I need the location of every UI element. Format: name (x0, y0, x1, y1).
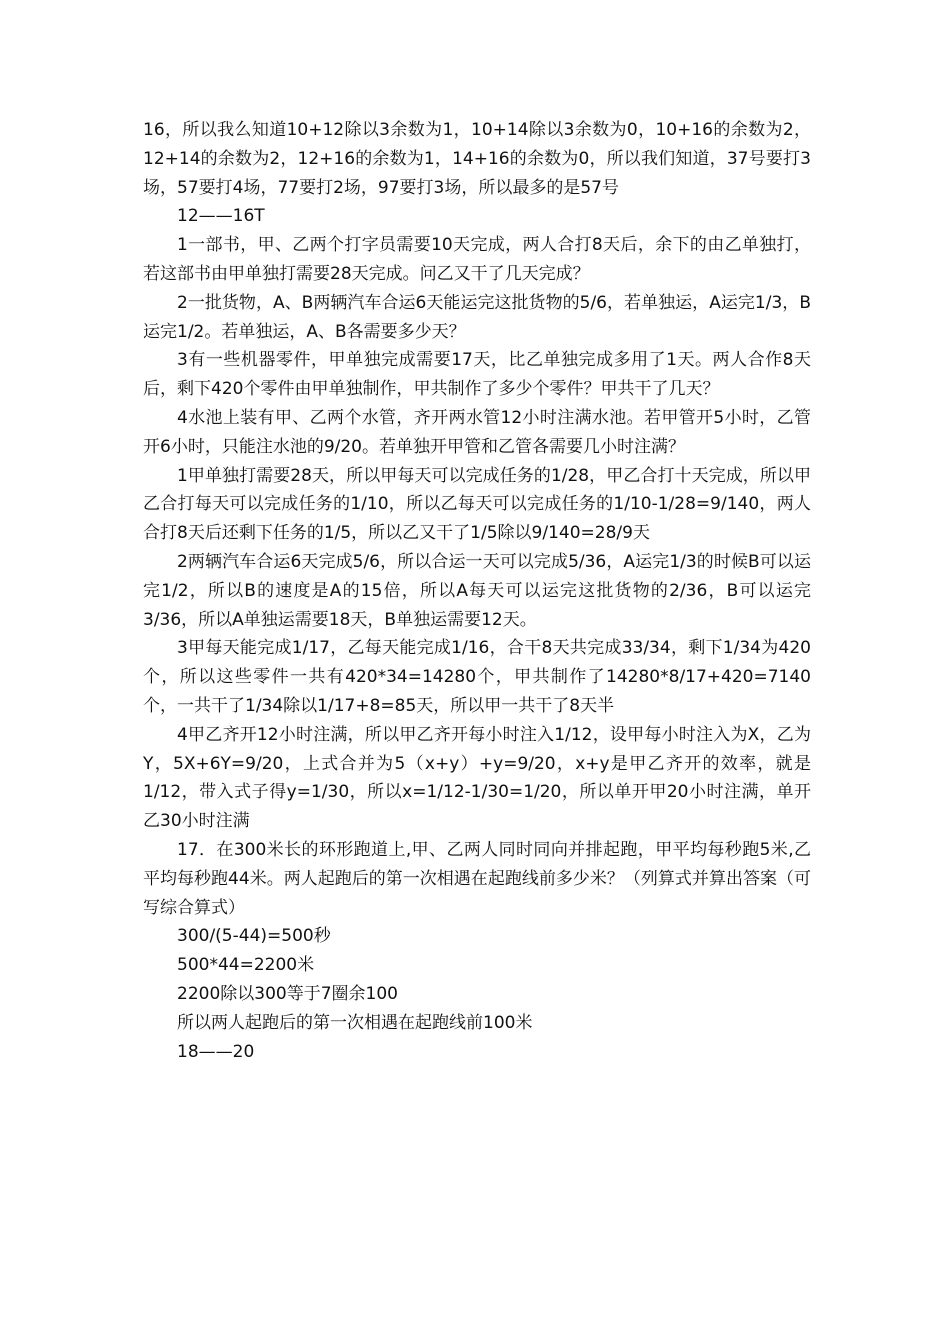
paragraph-12: 300/(5-44)=500秒 (177, 926, 331, 947)
paragraph-4: 2一批货物，A、B两辆汽车合运6天能运完这批货物的5/6，若单独运，A运完1/3，B运完1/2。若单独运，A、B各需要多少天？ (143, 292, 811, 342)
paragraph-9: 3甲每天能完成1/17，乙每天能完成1/16，合干8天共完成33/34，剩下1/34为420个，所以这些零件一共有420*34=14280个，甲共制作了14280*8/17+420=7140个，一共干了1/34除以1/17+8=85天，所以甲一共干了8天半 (143, 638, 811, 716)
paragraph-2: 12——16T (177, 206, 265, 227)
paragraph-13: 500*44=2200米 (177, 955, 315, 976)
paragraph-14: 2200除以300等于7圈余100 (177, 983, 398, 1004)
paragraph-15: 所以两人起跑后的第一次相遇在起跑线前100米 (177, 1012, 533, 1033)
paragraph-3: 1一部书，甲、乙两个打字员需要10天完成，两人合打8天后，余下的由乙单独打，若这部书由甲单独打需要28天完成。问乙又干了几天完成？ (143, 235, 811, 284)
paragraph-11: 17．在300米长的环形跑道上,甲、乙两人同时同向并排起跑，甲平均每秒跑5米,乙平均每秒跑44米。两人起跑后的第一次相遇在起跑线前多少米？（列算式并算出答案（可写综合算式） (143, 839, 811, 918)
paragraph-5: 3有一些机器零件，甲单独完成需要17天，比乙单独完成多用了1天。两人合作8天后，剩下420个零件由甲单独制作，甲共制作了多少个零件？甲共干了几天？ (143, 350, 811, 400)
paragraph-8: 2两辆汽车合运6天完成5/6，所以合运一天可以完成5/36，A运完1/3的时候B可以运完1/2，所以B的速度是A的15倍，所以A每天可以运完这批货物的2/36，B可以运完3/36，所以A单独运需要18天，B单独运需要12天。 (143, 551, 811, 630)
paragraph-16: 18——20 (177, 1041, 255, 1062)
paragraph-10: 4甲乙齐开12小时注满，所以甲乙齐开每小时注入1/12，设甲每小时注入为X，乙为Y，5X+6Y=9/20，上式合并为5（x+y）+y=9/20，x+y是甲乙齐开的效率，就是1/12，带入式子得y=1/30，所以x=1/12-1/30=1/20，所以单开甲20小时注满，单开乙30小时注满 (143, 724, 811, 832)
paragraph-6: 4水池上装有甲、乙两个水管，齐开两水管12小时注满水池。若甲管开5小时，乙管开6小时，只能注水池的9/20。若单独开甲管和乙管各需要几小时注满？ (143, 407, 811, 457)
paragraph-7: 1甲单独打需要28天，所以甲每天可以完成任务的1/28，甲乙合打十天完成，所以甲乙合打每天可以完成任务的1/10，所以乙每天可以完成任务的1/10-1/28=9/140，两人合打8天后还剩下任务的1/5，所以乙又干了1/5除以9/140=28/9天 (143, 465, 811, 544)
document-body (143, 116, 811, 1066)
paragraph-1: 16，所以我么知道10+12除以3余数为1，10+14除以3余数为0，10+16的余数为2，12+14的余数为2，12+16的余数为1，14+16的余数为0，所以我们知道，37号要打3场，57要打4场，77要打2场，97要打3场，所以最多的是57号 (143, 120, 811, 198)
